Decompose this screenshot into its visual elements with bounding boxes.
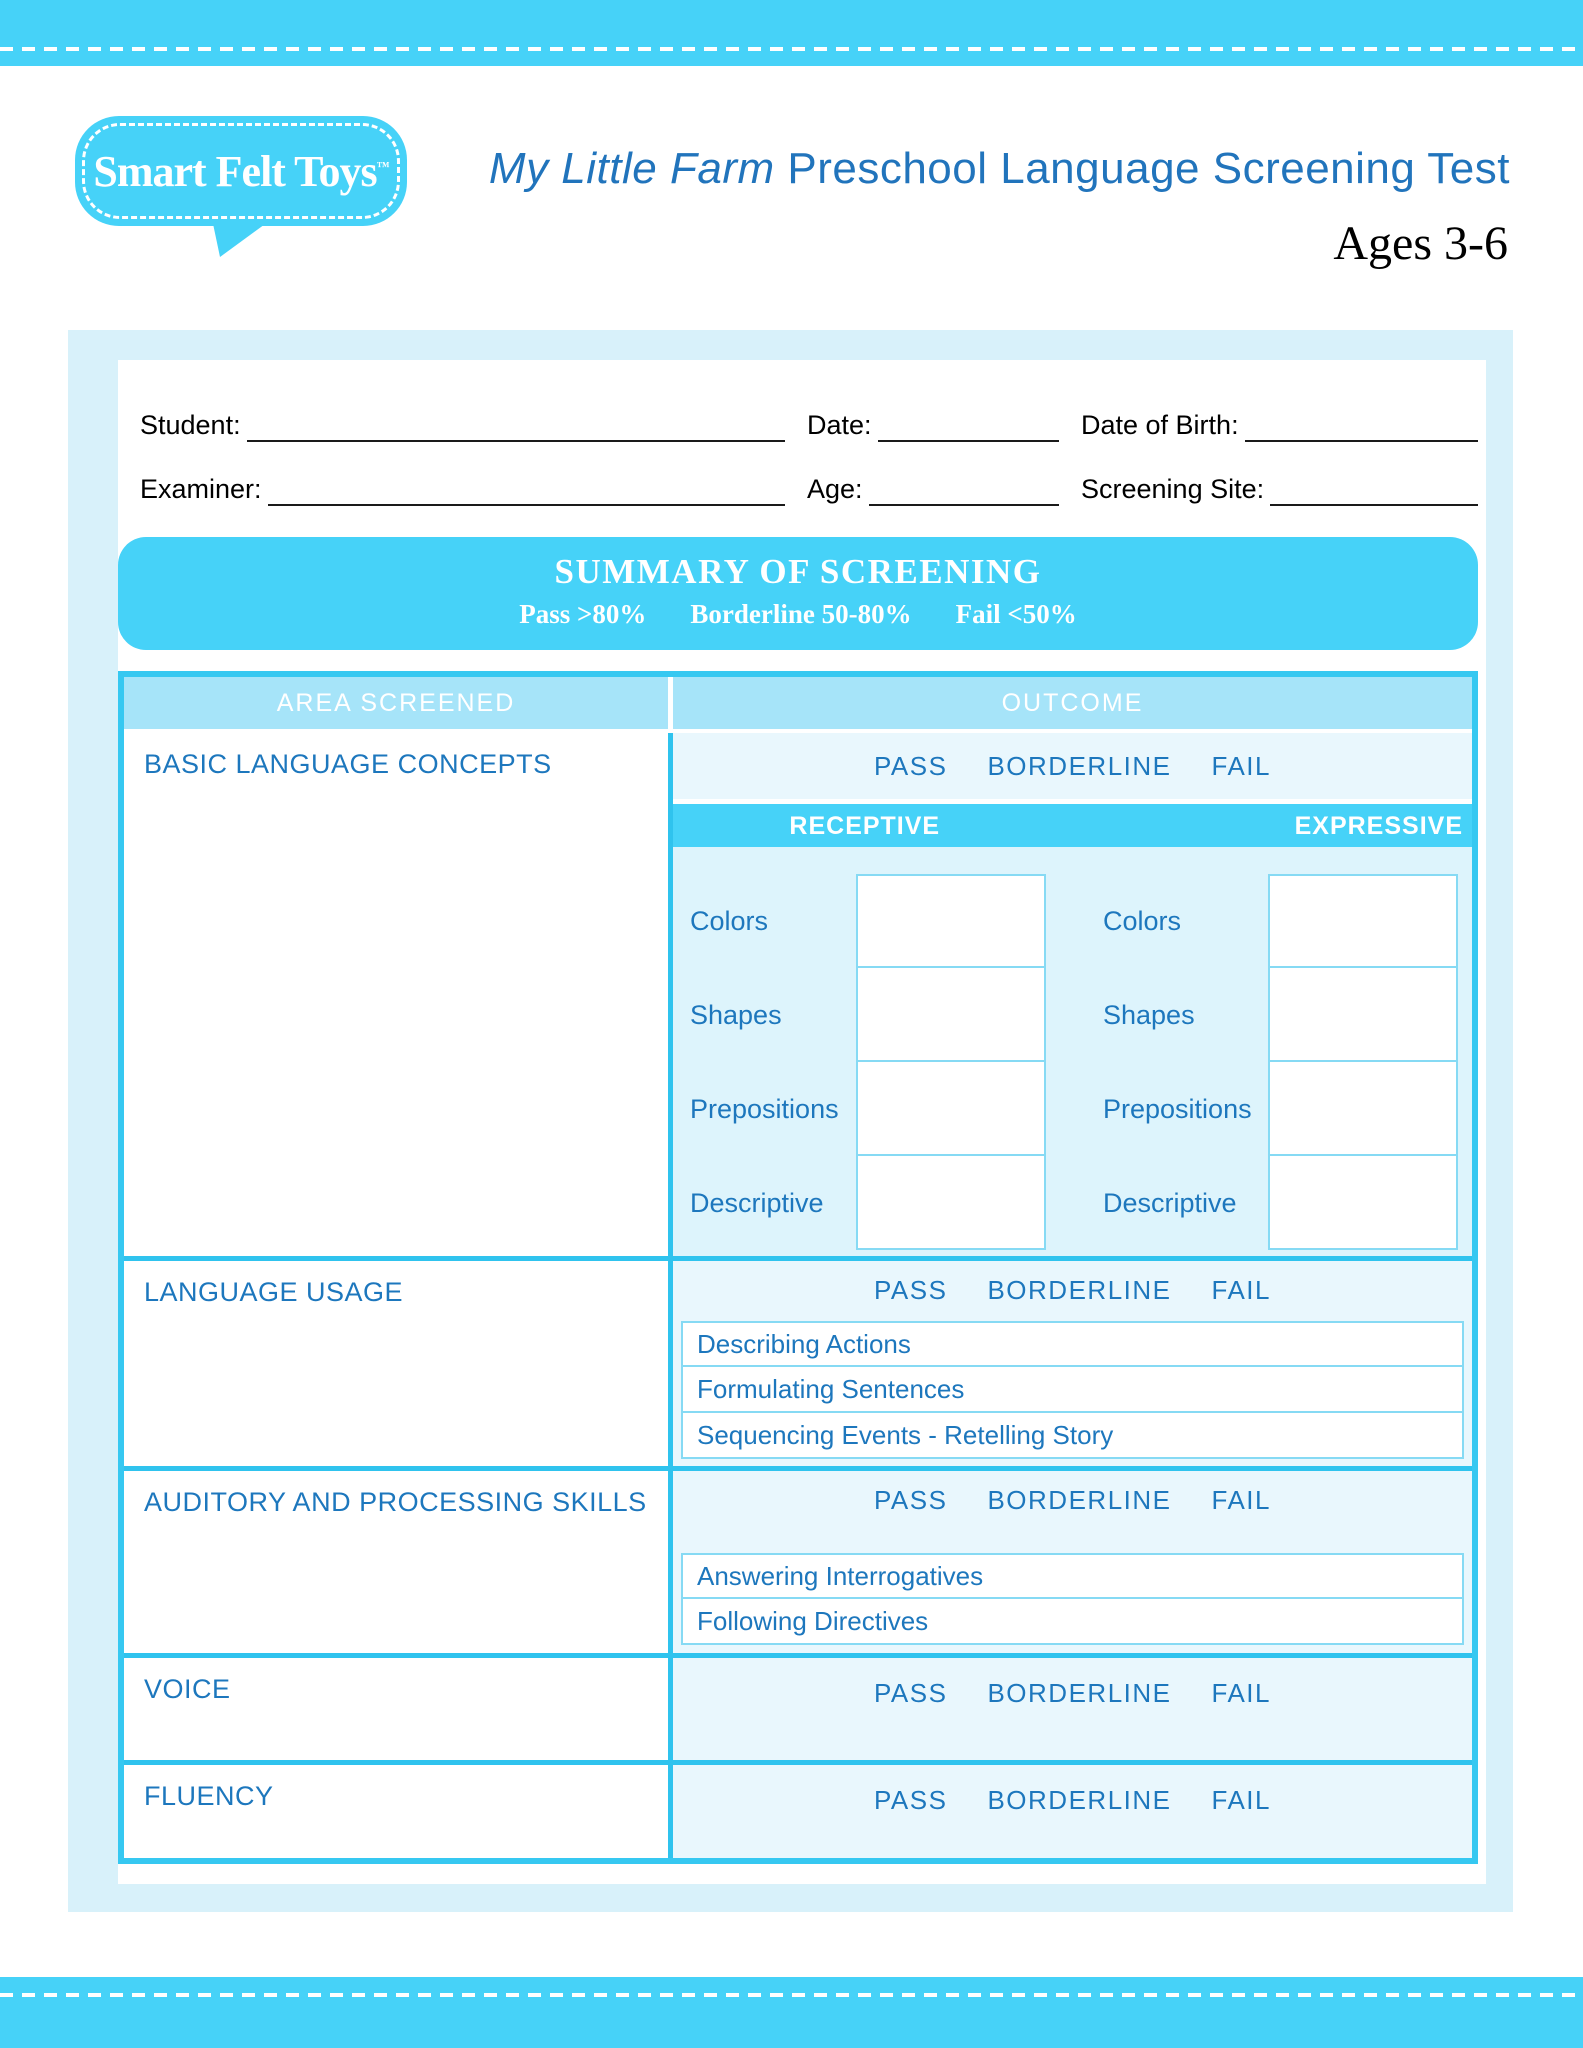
screening-table	[118, 671, 1478, 1864]
following-directives-box[interactable]: Following Directives	[681, 1599, 1464, 1645]
expressive-shapes-score-box[interactable]	[1268, 968, 1458, 1062]
usage-area-label: LANGUAGE USAGE	[124, 1261, 668, 1466]
auditory-pass-option[interactable]: PASS	[874, 1484, 948, 1515]
fluency-outcome-options	[673, 1765, 1472, 1835]
date-field	[807, 406, 1059, 442]
form-row-1	[140, 406, 1478, 442]
receptive-descriptive-score-box[interactable]	[856, 1156, 1046, 1250]
content-panel	[68, 330, 1513, 1912]
fluency-area-label: FLUENCY	[124, 1765, 668, 1858]
fluency-borderline-option[interactable]: BORDERLINE	[987, 1784, 1172, 1815]
describing-actions-box[interactable]: Describing Actions	[681, 1321, 1464, 1367]
usage-outcome-cell	[673, 1261, 1472, 1466]
examiner-input-line[interactable]	[268, 476, 785, 506]
title-product-name: My Little Farm	[488, 144, 775, 193]
concepts-outcome-cell	[673, 733, 1472, 1256]
sequencing-events-box[interactable]: Sequencing Events - Retelling Story	[681, 1413, 1464, 1459]
logo-dashed-border	[82, 123, 400, 219]
site-label: Screening Site:	[1081, 474, 1265, 504]
expressive-header: EXPRESSIVE	[1294, 812, 1463, 840]
dob-input-line[interactable]	[1245, 412, 1478, 442]
table-row-auditory-processing	[124, 1471, 1472, 1653]
legend-fail: Fail <50%	[955, 599, 1077, 629]
receptive-expressive-header	[673, 804, 1472, 847]
usage-pass-option[interactable]: PASS	[874, 1274, 948, 1305]
logo-text	[93, 146, 388, 197]
concepts-outcome-options	[673, 733, 1472, 799]
dob-label: Date of Birth:	[1081, 410, 1239, 440]
table-header-row	[124, 677, 1472, 729]
auditory-fail-option[interactable]: FAIL	[1211, 1484, 1271, 1515]
expressive-prepositions-label: Prepositions	[1103, 1093, 1252, 1124]
speech-bubble-tail	[210, 219, 276, 259]
outcome-header: OUTCOME	[1001, 688, 1144, 717]
usage-outcome-options	[673, 1261, 1472, 1319]
fluency-outcome-cell	[673, 1765, 1472, 1858]
expressive-item-labels	[1103, 874, 1268, 1250]
brand-logo	[75, 116, 407, 226]
voice-outcome-cell	[673, 1658, 1472, 1760]
age-field	[807, 470, 1059, 506]
form-sheet	[118, 360, 1486, 1884]
receptive-item-labels	[690, 874, 856, 1250]
concepts-borderline-option[interactable]: BORDERLINE	[987, 750, 1172, 781]
logo-wordmark: Smart Felt Toys	[93, 146, 377, 196]
auditory-area-label: AUDITORY AND PROCESSING SKILLS	[124, 1471, 668, 1653]
expressive-prepositions-score-box[interactable]	[1268, 1062, 1458, 1156]
site-input-line[interactable]	[1270, 476, 1478, 506]
receptive-prepositions-label: Prepositions	[690, 1093, 839, 1124]
auditory-borderline-option[interactable]: BORDERLINE	[987, 1484, 1172, 1515]
receptive-shapes-label: Shapes	[690, 999, 782, 1030]
bottom-border-band	[0, 1977, 1583, 2048]
expressive-descriptive-score-box[interactable]	[1268, 1156, 1458, 1250]
voice-pass-option[interactable]: PASS	[874, 1677, 948, 1708]
auditory-outcome-cell	[673, 1471, 1472, 1653]
examiner-field	[140, 470, 785, 506]
table-row-basic-language-concepts	[124, 733, 1472, 1256]
summary-legend	[118, 599, 1478, 630]
legend-borderline: Borderline 50-80%	[690, 599, 912, 629]
table-row-language-usage	[124, 1261, 1472, 1466]
receptive-header: RECEPTIVE	[789, 812, 941, 840]
top-dashed-stitch	[0, 47, 1583, 51]
receptive-descriptive-label: Descriptive	[690, 1187, 824, 1218]
expressive-group	[1103, 874, 1458, 1250]
receptive-colors-score-box[interactable]	[856, 874, 1046, 968]
usage-borderline-option[interactable]: BORDERLINE	[987, 1274, 1172, 1305]
receptive-score-boxes	[856, 874, 1046, 1250]
concepts-fail-option[interactable]: FAIL	[1211, 750, 1271, 781]
table-row-voice	[124, 1658, 1472, 1760]
date-label: Date:	[807, 410, 872, 440]
expressive-colors-label: Colors	[1103, 905, 1182, 936]
concepts-area-label: BASIC LANGUAGE CONCEPTS	[124, 733, 668, 1256]
receptive-prepositions-score-box[interactable]	[856, 1062, 1046, 1156]
bottom-dashed-stitch	[0, 1993, 1583, 1997]
page-title	[489, 144, 1510, 194]
receptive-shapes-score-box[interactable]	[856, 968, 1046, 1062]
date-input-line[interactable]	[878, 412, 1059, 442]
voice-borderline-option[interactable]: BORDERLINE	[987, 1677, 1172, 1708]
area-screened-header: AREA SCREENED	[276, 688, 516, 717]
table-row-fluency	[124, 1765, 1472, 1858]
voice-fail-option[interactable]: FAIL	[1211, 1677, 1271, 1708]
concepts-pass-option[interactable]: PASS	[874, 750, 948, 781]
expressive-shapes-label: Shapes	[1103, 999, 1195, 1030]
voice-area-label: VOICE	[124, 1658, 668, 1760]
dob-field	[1081, 406, 1478, 442]
ages-label: Ages 3-6	[1333, 217, 1508, 270]
fluency-fail-option[interactable]: FAIL	[1211, 1784, 1271, 1815]
auditory-outcome-options	[673, 1471, 1472, 1529]
answering-interrogatives-box[interactable]: Answering Interrogatives	[681, 1553, 1464, 1599]
trademark-symbol: ™	[376, 157, 389, 173]
site-field	[1081, 470, 1478, 506]
auditory-item-list	[681, 1553, 1464, 1645]
concepts-score-section	[673, 847, 1472, 1256]
age-input-line[interactable]	[869, 476, 1059, 506]
summary-banner	[118, 537, 1478, 650]
legend-pass: Pass >80%	[519, 599, 647, 629]
expressive-score-boxes	[1268, 874, 1458, 1250]
formulating-sentences-box[interactable]: Formulating Sentences	[681, 1367, 1464, 1413]
receptive-colors-label: Colors	[690, 905, 769, 936]
receptive-group	[690, 874, 1046, 1250]
fluency-pass-option[interactable]: PASS	[874, 1784, 948, 1815]
expressive-descriptive-label: Descriptive	[1103, 1187, 1237, 1218]
age-label: Age:	[807, 474, 863, 504]
usage-fail-option[interactable]: FAIL	[1211, 1274, 1271, 1305]
top-border-band	[0, 0, 1583, 66]
student-input-line[interactable]	[247, 412, 785, 442]
student-field	[140, 406, 785, 442]
title-test-name: Preschool Language Screening Test	[787, 144, 1510, 193]
summary-title: SUMMARY OF SCREENING	[554, 552, 1042, 591]
voice-outcome-options	[673, 1658, 1472, 1728]
student-label: Student:	[140, 410, 241, 440]
expressive-colors-score-box[interactable]	[1268, 874, 1458, 968]
usage-item-list	[681, 1321, 1464, 1459]
form-row-2	[140, 470, 1478, 506]
examiner-label: Examiner:	[140, 474, 262, 504]
